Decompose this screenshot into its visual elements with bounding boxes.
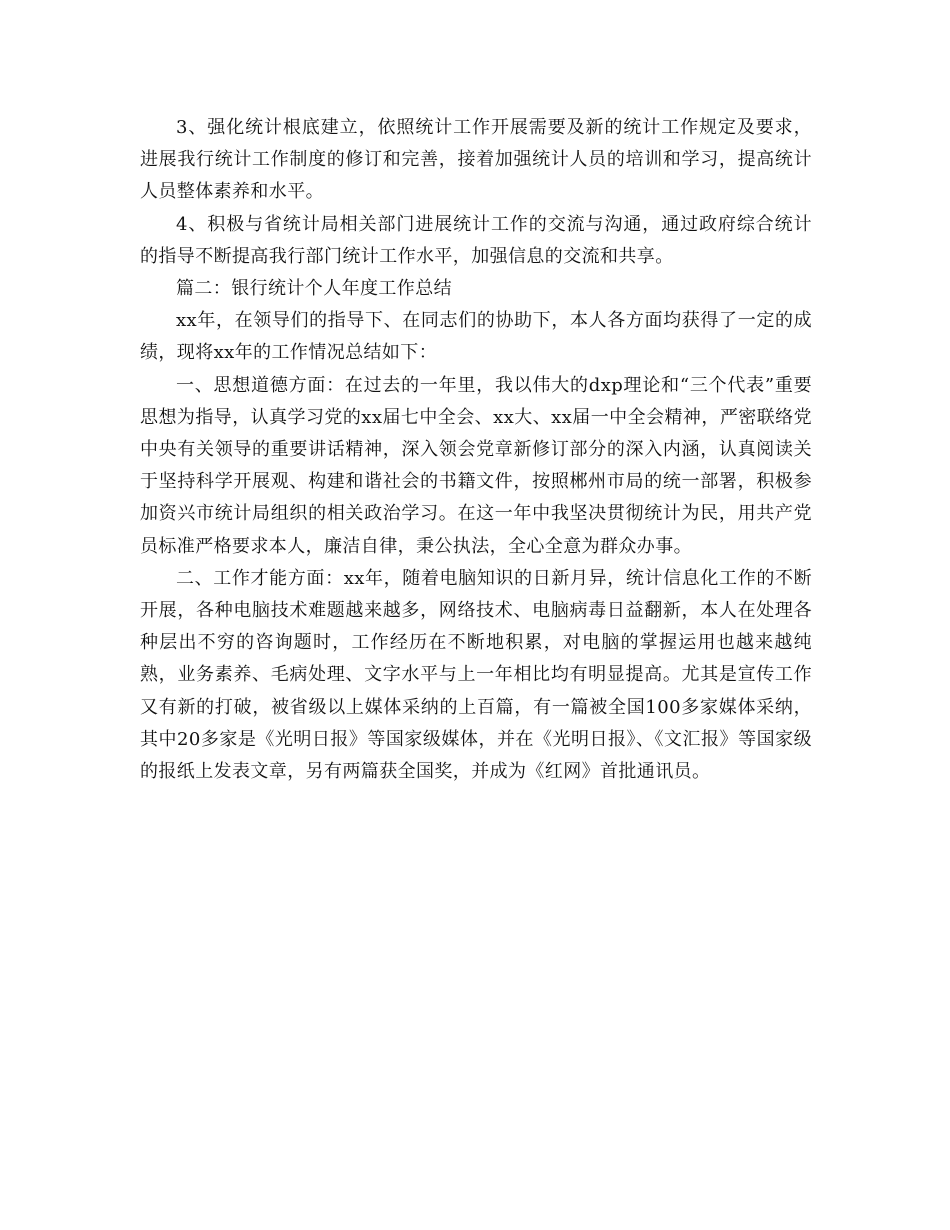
paragraph-item-4: 4、积极与省统计局相关部门进展统计工作的交流与沟通，通过政府综合统计的指导不断提高我行部门统计工作水平，加强信息的交流和共享。 (140, 213, 812, 267)
work-ability-paragraph: 二、工作才能方面：xx年，随着电脑知识的日新月异，统计信息化工作的不断开展，各种电脑技术难题越来越多，网络技术、电脑病毒日益翻新，本人在处理各种层出不穷的咨询题时，工作经历在不断地积累，对电脑的掌握运用也越来越纯熟，业务素养、毛病处理、文字水平与上一年相比均有明显提高。尤其是宣传工作又有新的打破，被省级以上媒体采纳的上百篇，有一篇被全国100多家媒体采纳，其中20多家是《光明日报》等国家级媒体，并在《光明日报》、《文汇报》等国家级的报纸上发表文章，另有两篇获全国奖，并成为《红网》首批通讯员。 (140, 567, 812, 783)
intro-paragraph: xx年，在领导们的指导下、在同志们的协助下，本人各方面均获得了一定的成绩，现将xx年的工作情况总结如下： (140, 310, 812, 364)
ideology-paragraph: 一、思想道德方面：在过去的一年里，我以伟大的dxp理论和“三个代表”重要思想为指导，认真学习党的xx届七中全会、xx大、xx届一中全会精神，严密联络党中央有关领导的重要讲话精神，深入领会党章新修订部分的深入内涵，认真阅读关于坚持科学开展观、构建和谐社会的书籍文件，按照郴州市局的统一部署，积极参加资兴市统计局组织的相关政治学习。在这一年中我坚决贯彻统计为民，用共产党员标准严格要求本人，廉洁自律，秉公执法，全心全意为群众办事。 (140, 374, 812, 557)
section-title: 篇二：银行统计个人年度工作总结 (176, 278, 452, 300)
document-body (140, 112, 812, 788)
paragraph-item-3: 3、强化统计根底建立，依照统计工作开展需要及新的统计工作规定及要求，进展我行统计工作制度的修订和完善，接着加强统计人员的培训和学习，提高统计人员整体素养和水平。 (140, 117, 812, 203)
